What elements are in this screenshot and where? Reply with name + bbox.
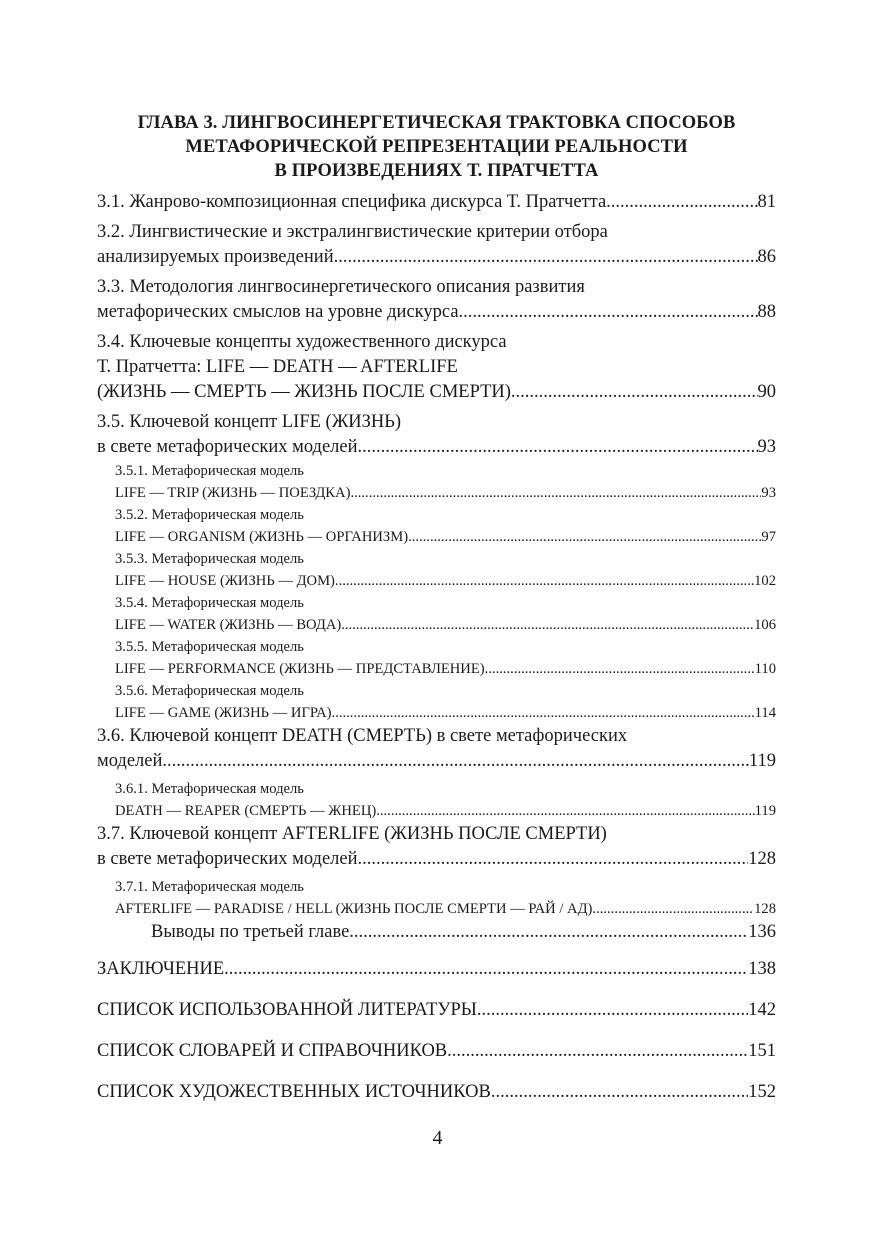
toc-entry-3-5-3[interactable] — [97, 548, 776, 592]
toc-entry-title: 3.7. Ключевой концепт AFTERLIFE (ЖИЗНЬ ПОСЛЕ СМЕРТИ) — [97, 824, 607, 844]
toc-page-number: 114 — [754, 705, 776, 721]
toc-page-number: 90 — [757, 382, 776, 402]
toc-entry-title: LIFE — TRIP (ЖИЗНЬ — ПОЕЗДКА) — [115, 485, 351, 501]
page-number: 4 — [432, 1127, 443, 1149]
dot-leader — [408, 526, 761, 548]
toc-entry-conclusion[interactable] — [97, 957, 776, 982]
toc-entry-3-5-6[interactable] — [97, 680, 776, 724]
toc-page-number: 138 — [748, 959, 776, 979]
toc-entry-title: в свете метафорических моделей — [97, 437, 358, 457]
toc-entry-title: 3.5.6. Метафорическая модель — [115, 683, 304, 699]
toc-entry-3-1[interactable] — [97, 190, 776, 215]
toc-entry-dictionaries[interactable] — [97, 1039, 776, 1064]
dot-leader — [334, 245, 758, 270]
toc-entry-title: 3.6.1. Метафорическая модель — [115, 781, 304, 797]
dot-leader — [335, 570, 754, 592]
dot-leader — [332, 702, 755, 724]
toc-page-number: 136 — [748, 922, 776, 942]
toc-entry-title: метафорических смыслов на уровне дискурса — [97, 302, 459, 322]
toc-page-number: 128 — [754, 901, 776, 917]
toc-entry-3-5-2[interactable] — [97, 504, 776, 548]
toc-entry-title: ЗАКЛЮЧЕНИЕ — [97, 959, 225, 979]
toc-entry-title: СПИСОК СЛОВАРЕЙ И СПРАВОЧНИКОВ — [97, 1041, 448, 1061]
toc-entry-title: LIFE — ORGANISM (ЖИЗНЬ — ОРГАНИЗМ) — [115, 529, 409, 545]
dot-leader — [224, 957, 748, 982]
toc-entry-title: 3.5.4. Метафорическая модель — [115, 595, 304, 611]
toc-entry-3-6-1[interactable] — [97, 778, 776, 822]
toc-entry-3-7-1[interactable] — [97, 876, 776, 920]
dot-leader — [358, 435, 758, 460]
chapter-title-line: МЕТАФОРИЧЕСКОЙ РЕПРЕЗЕНТАЦИИ РЕАЛЬНОСТИ — [185, 137, 688, 157]
toc-page-number: 93 — [757, 437, 776, 457]
toc-entry-3-3[interactable] — [97, 275, 776, 325]
toc-entry-title: 3.5.1. Метафорическая модель — [115, 463, 304, 479]
dot-leader — [350, 482, 761, 504]
toc-entry-3-5-5[interactable] — [97, 636, 776, 680]
dot-leader — [477, 998, 748, 1023]
toc-entry-title: DEATH — REAPER (СМЕРТЬ — ЖНЕЦ) — [115, 803, 377, 819]
toc-entry-title: СПИСОК ХУДОЖЕСТВЕННЫХ ИСТОЧНИКОВ — [97, 1082, 491, 1102]
toc-entry-title: (ЖИЗНЬ — СМЕРТЬ — ЖИЗНЬ ПОСЛЕ СМЕРТИ) — [97, 382, 511, 402]
chapter-title-line: В ПРОИЗВЕДЕНИЯХ Т. ПРАТЧЕТТА — [274, 161, 599, 181]
dot-leader — [341, 614, 754, 636]
toc-entry-title: LIFE — GAME (ЖИЗНЬ — ИГРА) — [115, 705, 332, 721]
toc-page-number: 142 — [748, 1000, 776, 1020]
toc-page-number: 88 — [757, 302, 776, 322]
toc-entry-title: Т. Пратчетта: LIFE — DEATH — AFTERLIFE — [97, 357, 458, 377]
toc-page-number: 128 — [748, 849, 776, 869]
toc-entry-title: 3.2. Лингвистические и экстралингвистические критерии отбора — [97, 222, 608, 242]
toc-entry-chapter-conclusions[interactable] — [97, 920, 776, 945]
toc-entry-title: 3.5.5. Метафорическая модель — [115, 639, 304, 655]
toc-entry-title: 3.5. Ключевой концепт LIFE (ЖИЗНЬ) — [97, 412, 402, 432]
dot-leader — [358, 847, 749, 872]
toc-page-number: 102 — [754, 573, 776, 589]
toc-entry-3-7[interactable] — [97, 822, 776, 872]
toc-entry-title: LIFE — PERFORMANCE (ЖИЗНЬ — ПРЕДСТАВЛЕНИЕ) — [115, 661, 485, 677]
toc-entry-3-5-4[interactable] — [97, 592, 776, 636]
toc-page-number: 119 — [754, 803, 776, 819]
toc-entry-title: в свете метафорических моделей — [97, 849, 358, 869]
dot-leader — [459, 300, 758, 325]
toc-entry-3-5-1[interactable] — [97, 460, 776, 504]
dot-leader — [376, 800, 754, 822]
dot-leader — [491, 1080, 748, 1105]
toc-entry-title: СПИСОК ИСПОЛЬЗОВАННОЙ ЛИТЕРАТУРЫ — [97, 1000, 477, 1020]
toc-page-number: 151 — [748, 1041, 776, 1061]
toc-entry-title: 3.1. Жанрово-композиционная специфика дискурса Т. Пратчетта — [97, 192, 607, 212]
toc-page-number: 93 — [761, 485, 776, 501]
toc-entry-title: 3.4. Ключевые концепты художественного дискурса — [97, 332, 507, 352]
toc-entry-title: Выводы по третьей главе — [151, 922, 350, 942]
dot-leader — [606, 190, 757, 215]
toc-entry-3-4[interactable] — [97, 330, 776, 405]
toc-entry-3-6[interactable] — [97, 724, 776, 774]
dot-leader — [349, 920, 748, 945]
dot-leader — [511, 380, 758, 405]
toc-entry-title: анализируемых произведений — [97, 247, 334, 267]
toc-page-number: 152 — [748, 1082, 776, 1102]
toc-entry-literary-sources[interactable] — [97, 1080, 776, 1105]
toc-entry-title: 3.3. Методология лингвосинергетического описания развития — [97, 277, 585, 297]
toc-entry-title: моделей — [97, 751, 163, 771]
toc-page-number: 86 — [757, 247, 776, 267]
chapter-title-line: ГЛАВА 3. ЛИНГВОСИНЕРГЕТИЧЕСКАЯ ТРАКТОВКА СПОСОБОВ — [137, 113, 736, 133]
dot-leader — [485, 658, 755, 680]
toc-entry-title: 3.5.3. Метафорическая модель — [115, 551, 304, 567]
toc-page-number: 97 — [761, 529, 776, 545]
toc-page-number: 110 — [754, 661, 776, 677]
toc-page-number: 119 — [748, 751, 776, 771]
dot-leader — [592, 898, 754, 920]
toc-entry-title: AFTERLIFE — PARADISE / HELL (ЖИЗНЬ ПОСЛЕ СМЕРТИ — РАЙ / АД) — [115, 901, 593, 917]
toc-entry-3-5[interactable] — [97, 410, 776, 460]
toc-page-number: 81 — [757, 192, 776, 212]
toc-entry-title: LIFE — WATER (ЖИЗНЬ — ВОДА) — [115, 617, 342, 633]
toc-page-number: 106 — [754, 617, 776, 633]
dot-leader — [447, 1039, 748, 1064]
dot-leader — [162, 749, 749, 774]
toc-entry-references[interactable] — [97, 998, 776, 1023]
toc-entry-3-2[interactable] — [97, 220, 776, 270]
table-of-contents — [97, 111, 776, 1105]
toc-entry-title: 3.6. Ключевой концепт DEATH (СМЕРТЬ) в свете метафорических — [97, 726, 628, 746]
toc-entry-title: 3.7.1. Метафорическая модель — [115, 879, 304, 895]
chapter-title — [97, 111, 776, 183]
toc-entry-title: 3.5.2. Метафорическая модель — [115, 507, 304, 523]
toc-entry-title: LIFE — HOUSE (ЖИЗНЬ — ДОМ) — [115, 573, 335, 589]
